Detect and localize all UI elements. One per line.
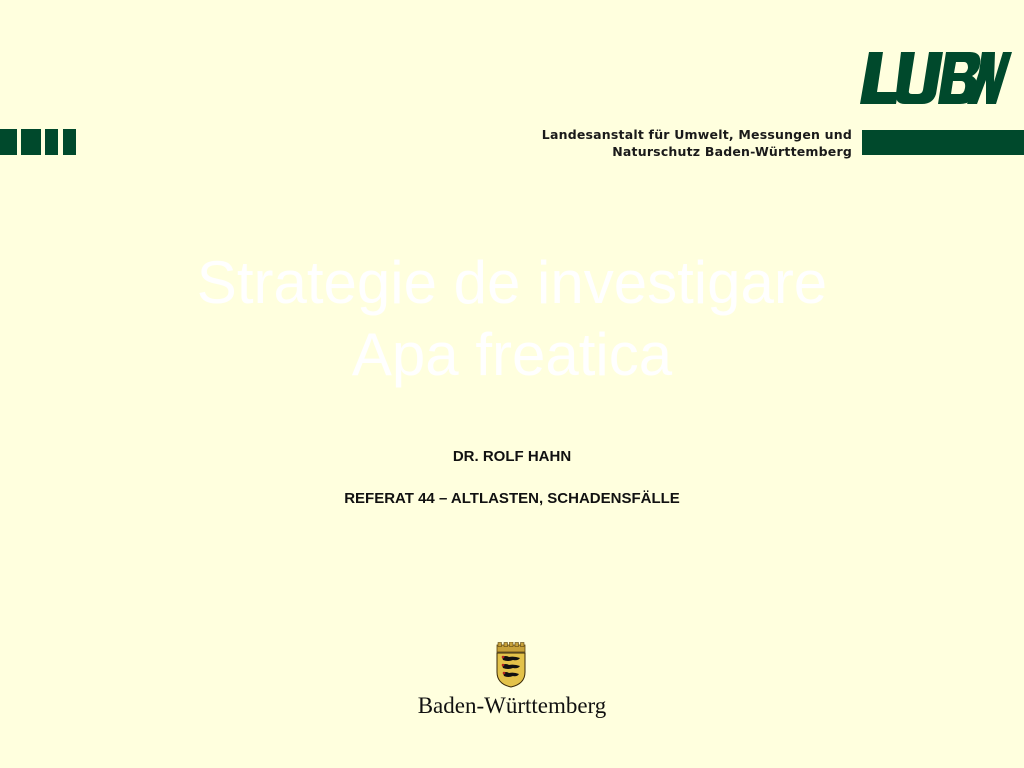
organization-line-1: Landesanstalt für Umwelt, Messungen und bbox=[541, 127, 852, 142]
slide-title bbox=[0, 247, 1024, 391]
coat-of-arms-icon bbox=[494, 642, 528, 688]
decor-bar-3 bbox=[45, 129, 58, 155]
organization-line-2: Naturschutz Baden-Württemberg bbox=[612, 144, 852, 159]
decor-bar-1 bbox=[0, 129, 17, 155]
lubw-logo bbox=[860, 50, 1012, 106]
state-name: Baden-Württemberg bbox=[417, 693, 607, 718]
organization-name bbox=[542, 126, 852, 160]
title-line-1: Strategie de investigare bbox=[196, 249, 828, 316]
department-name: REFERAT 44 – ALTLASTEN, SCHADENSFÄLLE bbox=[344, 490, 680, 507]
decor-bar-right bbox=[862, 130, 1024, 155]
title-line-2: Apa freatica bbox=[351, 321, 673, 388]
author-name: DR. ROLF HAHN bbox=[452, 448, 572, 465]
decor-bar-2 bbox=[21, 129, 41, 155]
decor-bar-4 bbox=[63, 129, 76, 155]
